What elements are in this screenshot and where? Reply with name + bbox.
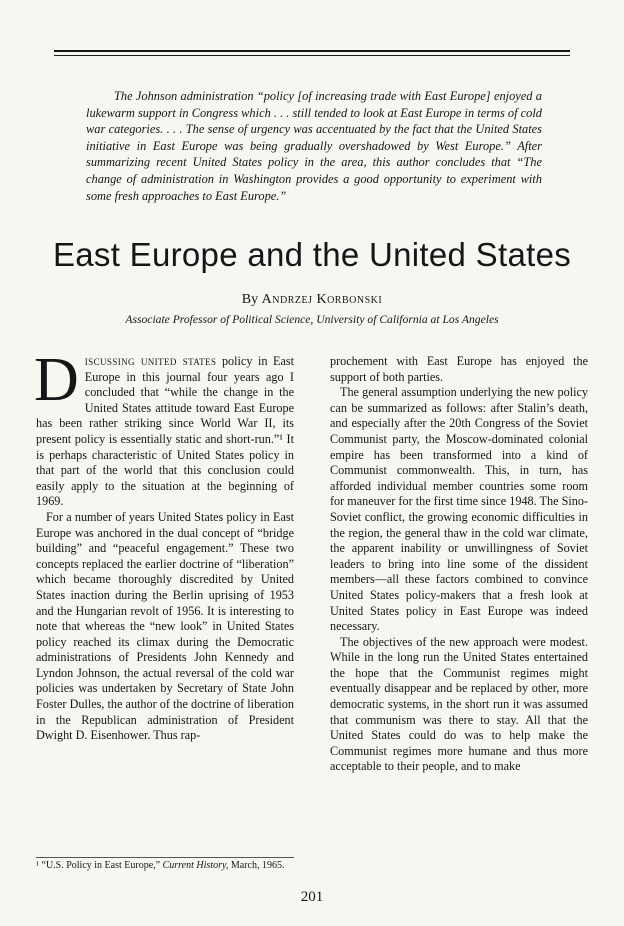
- page-number: 201: [300, 889, 324, 905]
- opening-paragraph: [34, 346, 294, 510]
- byline: [40, 292, 584, 308]
- header-rule-thin: [54, 55, 570, 56]
- footnote-text: “U.S. Policy in East Europe,”: [39, 860, 163, 871]
- opening-lead: iscussing united states: [84, 354, 217, 368]
- paragraph: The objectives of the new approach were modest. While in the long run the United States entertained the hope that the Communist regimes might eventually disappear and be replaced by other, more democratic systems, in the short run it was assumed that communism was there to stay. All that the United States could do was to help make the Communist regimes more humane and thus more acceptable to their people, and to make: [330, 634, 588, 774]
- footnote-source: Current History,: [162, 860, 229, 871]
- paragraph: The general assumption underlying the new policy can be summarized as follows: after Stalin’s death, and especially after the 20th Congress of the Soviet Communist party, the Moscow-dominated colonial empire has been transformed into a kind of Communist commonwealth. This, in turn, has afforded individual member countries some room for maneuver for the first time since 1948. The Sino-Soviet conflict, the growing economic difficulties in the region, the general thaw in the cold war climate, the apparent inability or unwillingness of Soviet leaders to bring into line some of the dissident members—all these factors combined to convince United States policy-makers that a fresh look at United States policy in East Europe was indeed necessary.: [330, 385, 588, 634]
- right-column: [330, 354, 588, 775]
- author-name: Andrzej Korbonski: [261, 292, 383, 307]
- footnote-marker: ¹: [36, 860, 39, 871]
- paragraph: For a number of years United States policy in East Europe was anchored in the dual concept of “bridge building” and “peaceful engagement.” These two concepts replaced the earlier doctrine of “liberation” which became thoroughly discredited by United States inaction during the Berlin uprising of 1953 and the Hungarian revolt of 1956. It is interesting to note that whereas the “new look” in United States policy reached its climax during the Democratic administrations of Presidents John Kennedy and Lyndon Johnson, the actual reversal of the cold war policies was undertaken by Secretary of State John Foster Dulles, the author of the doctrine of liberation in the Republican administration of President Dwight D. Eisenhower. Thus rap-: [36, 509, 294, 743]
- footnote-date: March, 1965.: [228, 860, 285, 871]
- left-column: [34, 346, 294, 744]
- article-abstract: [86, 88, 542, 204]
- byline-prefix: By: [241, 292, 259, 307]
- abstract-text: The Johnson administration “policy [of increasing trade with East Europe] enjoyed a lukewarm support in Congress which . . . still tended to look at East Europe in terms of cold war categories. . . . The sense of urgency was accentuated by the fact that the United States initiative in East Europe was being gradually overshadowed by West Europe.” After summarizing recent United States policy in the area, this author concludes that “The change of administration in Washington provides a good opportunity to experiment with some fresh approaches to East Europe.”: [86, 89, 542, 203]
- article-title: East Europe and the United States: [52, 236, 572, 273]
- opening-text: policy in East Europe in this journal four years ago I concluded that “while the change in the United States attitude toward East Europe has been rather striking since World War II, its present policy is essentially static and short-run.”¹ It is perhaps characteristic of United States policy in that part of the world that this conclusion could easily apply to the situation at the beginning of 1969.: [36, 354, 294, 509]
- author-affiliation: Associate Professor of Political Science, University of California at Los Angeles: [125, 313, 499, 326]
- footnote: [36, 857, 294, 872]
- paragraph: prochement with East Europe has enjoyed the support of both parties.: [330, 354, 588, 384]
- drop-cap: D: [34, 346, 79, 414]
- header-rule: [54, 50, 570, 52]
